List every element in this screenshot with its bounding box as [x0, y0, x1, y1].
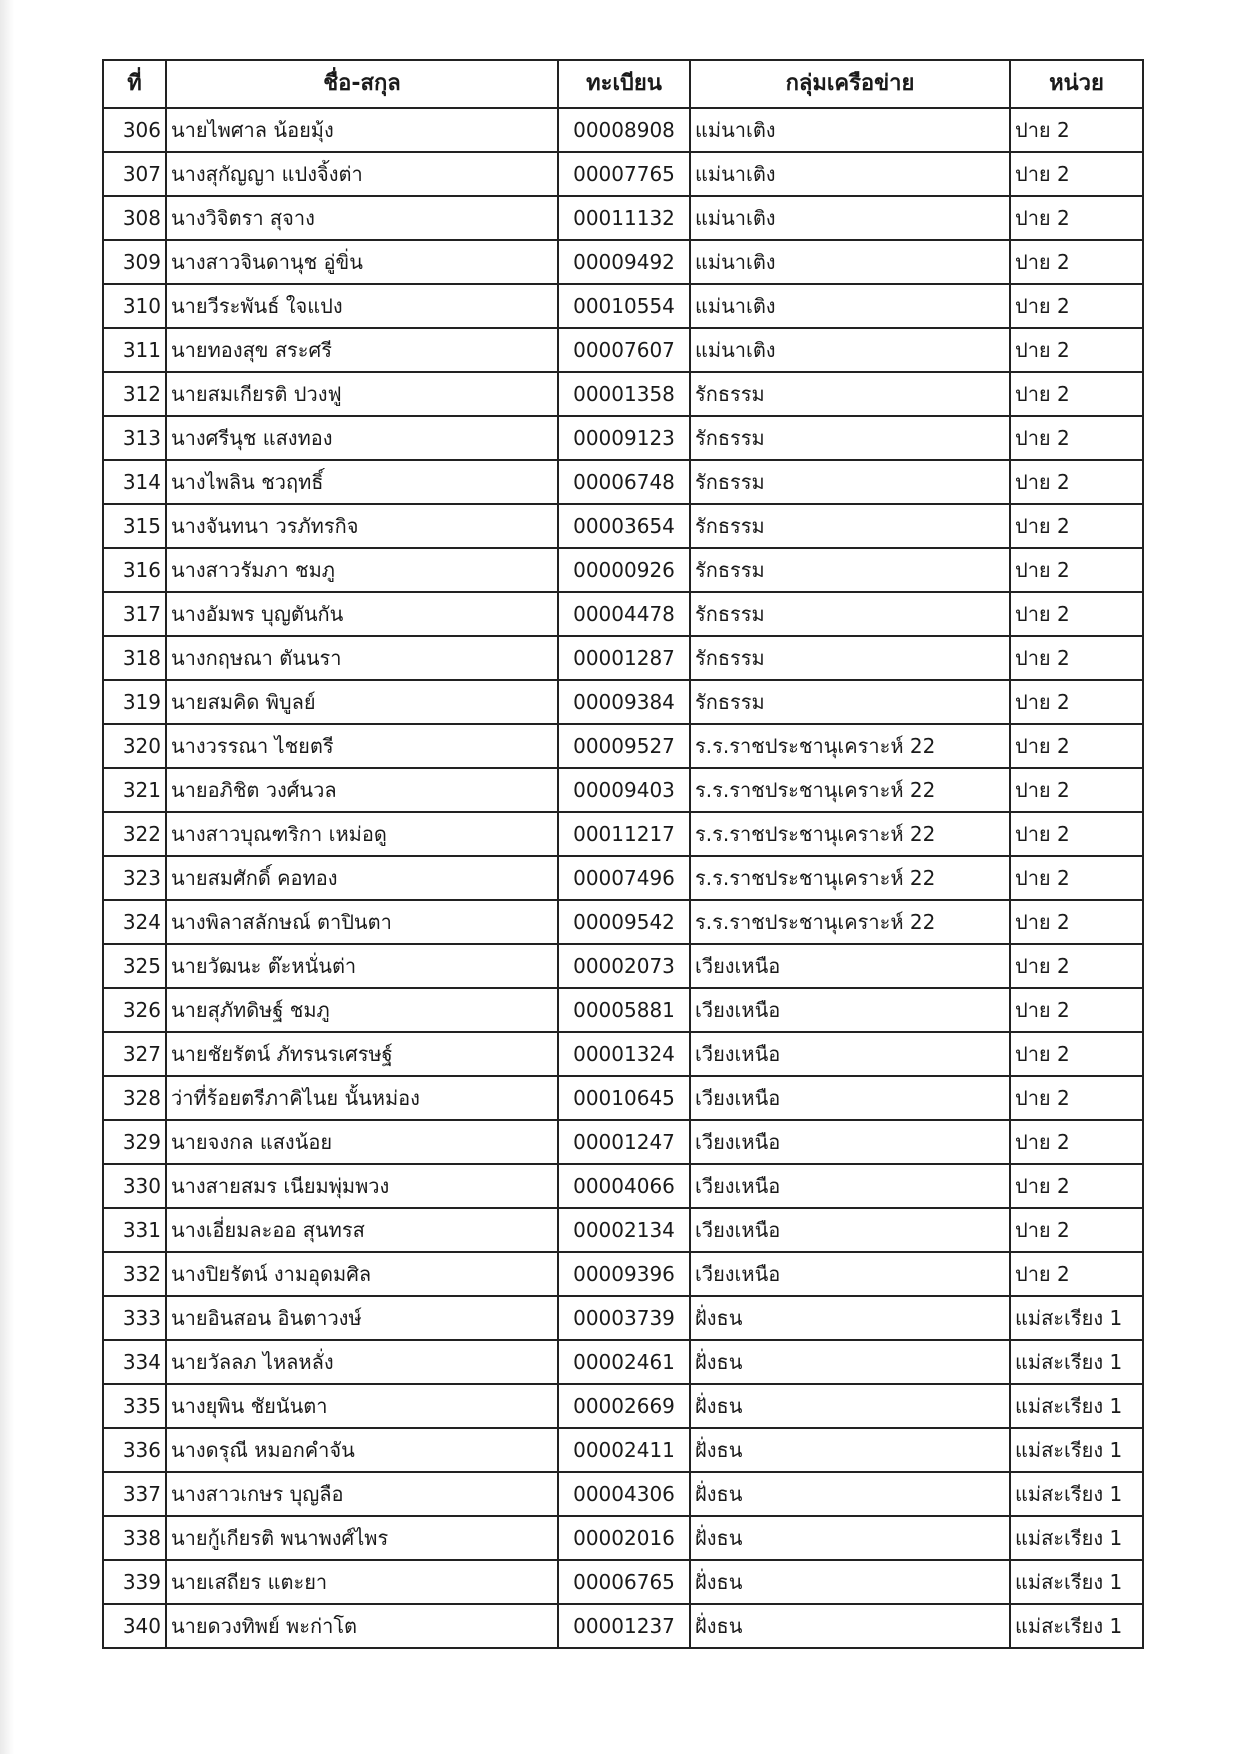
unit-cell: ปาย 2 [1010, 284, 1143, 328]
unit-cell: ปาย 2 [1010, 636, 1143, 680]
registration-number-cell: 00009403 [558, 768, 690, 812]
member-name-cell: นางปิยรัตน์ งามอุดมศิล [166, 1252, 558, 1296]
member-name-cell: นายจงกล แสงน้อย [166, 1120, 558, 1164]
table-row [103, 944, 1143, 988]
member-name-cell: นางสาวบุณฑริกา เหม่อดู [166, 812, 558, 856]
registration-number-cell: 00011217 [558, 812, 690, 856]
registration-number-cell: 00009492 [558, 240, 690, 284]
table-row [103, 1604, 1143, 1648]
member-name-cell: นางดรุณี หมอกคำจัน [166, 1428, 558, 1472]
member-name-cell: นายวัลลภ ไหลหลั่ง [166, 1340, 558, 1384]
member-name-cell: นายสมศักดิ์ คอทอง [166, 856, 558, 900]
registration-number-cell: 00001237 [558, 1604, 690, 1648]
member-name-cell: นางสาวจินดานุช อู่ขิ่น [166, 240, 558, 284]
registration-number-cell: 00004066 [558, 1164, 690, 1208]
table-row [103, 1208, 1143, 1252]
table-row [103, 460, 1143, 504]
network-group-cell: เวียงเหนือ [690, 1032, 1010, 1076]
unit-cell: แม่สะเรียง 1 [1010, 1428, 1143, 1472]
member-name-cell: นางพิลาสลักษณ์ ตาปินตา [166, 900, 558, 944]
row-number-cell: 323 [103, 856, 166, 900]
row-number-cell: 331 [103, 1208, 166, 1252]
row-number-cell: 326 [103, 988, 166, 1032]
row-number-cell: 325 [103, 944, 166, 988]
registration-number-cell: 00011132 [558, 196, 690, 240]
network-group-cell: เวียงเหนือ [690, 988, 1010, 1032]
registration-number-cell: 00004478 [558, 592, 690, 636]
network-group-cell: รักธรรม [690, 416, 1010, 460]
row-number-cell: 312 [103, 372, 166, 416]
unit-cell: แม่สะเรียง 1 [1010, 1604, 1143, 1648]
unit-cell: ปาย 2 [1010, 856, 1143, 900]
row-number-cell: 337 [103, 1472, 166, 1516]
unit-cell: ปาย 2 [1010, 460, 1143, 504]
network-group-cell: เวียงเหนือ [690, 1076, 1010, 1120]
network-group-cell: แม่นาเติง [690, 196, 1010, 240]
member-name-cell: นายวัฒนะ ต๊ะหนั่นต่า [166, 944, 558, 988]
unit-cell: ปาย 2 [1010, 108, 1143, 152]
registration-number-cell: 00002134 [558, 1208, 690, 1252]
network-group-cell: รักธรรม [690, 548, 1010, 592]
header-unit: หน่วย [1010, 60, 1143, 108]
table-row [103, 1384, 1143, 1428]
row-number-cell: 313 [103, 416, 166, 460]
row-number-cell: 307 [103, 152, 166, 196]
registration-number-cell: 00001358 [558, 372, 690, 416]
unit-cell: ปาย 2 [1010, 988, 1143, 1032]
registration-number-cell: 00008908 [558, 108, 690, 152]
registration-number-cell: 00007765 [558, 152, 690, 196]
network-group-cell: ฝั่งธน [690, 1384, 1010, 1428]
registration-number-cell: 00004306 [558, 1472, 690, 1516]
table-row [103, 1516, 1143, 1560]
network-group-cell: แม่นาเติง [690, 328, 1010, 372]
table-row [103, 152, 1143, 196]
member-name-cell: นางศรีนุช แสงทอง [166, 416, 558, 460]
network-group-cell: รักธรรม [690, 504, 1010, 548]
network-group-cell: รักธรรม [690, 592, 1010, 636]
network-group-cell: ฝั่งธน [690, 1472, 1010, 1516]
unit-cell: ปาย 2 [1010, 1164, 1143, 1208]
row-number-cell: 319 [103, 680, 166, 724]
header-name: ชื่อ-สกุล [166, 60, 558, 108]
registration-number-cell: 00001287 [558, 636, 690, 680]
unit-cell: แม่สะเรียง 1 [1010, 1516, 1143, 1560]
member-name-cell: นายชัยรัตน์ ภัทรนรเศรษฐ์ [166, 1032, 558, 1076]
row-number-cell: 306 [103, 108, 166, 152]
member-name-cell: นายกู้เกียรติ พนาพงศ์ไพร [166, 1516, 558, 1560]
registration-number-cell: 00001247 [558, 1120, 690, 1164]
row-number-cell: 317 [103, 592, 166, 636]
unit-cell: ปาย 2 [1010, 328, 1143, 372]
unit-cell: ปาย 2 [1010, 504, 1143, 548]
table-row [103, 1120, 1143, 1164]
unit-cell: ปาย 2 [1010, 1252, 1143, 1296]
unit-cell: ปาย 2 [1010, 1076, 1143, 1120]
table-body [103, 108, 1143, 1648]
table-row [103, 108, 1143, 152]
network-group-cell: เวียงเหนือ [690, 1164, 1010, 1208]
table-row [103, 1252, 1143, 1296]
member-name-cell: นางสาวเกษร บุญลือ [166, 1472, 558, 1516]
table-row [103, 636, 1143, 680]
member-name-cell: นายทองสุข สระศรี [166, 328, 558, 372]
unit-cell: ปาย 2 [1010, 1120, 1143, 1164]
unit-cell: ปาย 2 [1010, 1032, 1143, 1076]
network-group-cell: แม่นาเติง [690, 108, 1010, 152]
network-group-cell: ร.ร.ราชประชานุเคราะห์ 22 [690, 900, 1010, 944]
row-number-cell: 333 [103, 1296, 166, 1340]
network-group-cell: ฝั่งธน [690, 1604, 1010, 1648]
row-number-cell: 334 [103, 1340, 166, 1384]
table-row [103, 592, 1143, 636]
row-number-cell: 316 [103, 548, 166, 592]
table-row [103, 724, 1143, 768]
table-row [103, 416, 1143, 460]
unit-cell: ปาย 2 [1010, 416, 1143, 460]
registration-number-cell: 00005881 [558, 988, 690, 1032]
network-group-cell: ฝั่งธน [690, 1340, 1010, 1384]
table-row [103, 1560, 1143, 1604]
network-group-cell: ร.ร.ราชประชานุเคราะห์ 22 [690, 856, 1010, 900]
row-number-cell: 336 [103, 1428, 166, 1472]
unit-cell: แม่สะเรียง 1 [1010, 1296, 1143, 1340]
network-group-cell: ฝั่งธน [690, 1560, 1010, 1604]
header-no: ที่ [103, 60, 166, 108]
row-number-cell: 315 [103, 504, 166, 548]
registration-number-cell: 00003739 [558, 1296, 690, 1340]
network-group-cell: ร.ร.ราชประชานุเคราะห์ 22 [690, 768, 1010, 812]
table-row [103, 900, 1143, 944]
member-name-cell: นายสมคิด พิบูลย์ [166, 680, 558, 724]
row-number-cell: 308 [103, 196, 166, 240]
member-name-cell: นายดวงทิพย์ พะก่าโต [166, 1604, 558, 1648]
member-name-cell: นางสาวรัมภา ชมภู [166, 548, 558, 592]
row-number-cell: 311 [103, 328, 166, 372]
member-name-cell: นางกฤษณา ตันนรา [166, 636, 558, 680]
unit-cell: ปาย 2 [1010, 768, 1143, 812]
member-name-cell: นายไพศาล น้อยมุ้ง [166, 108, 558, 152]
row-number-cell: 338 [103, 1516, 166, 1560]
member-name-cell: นายอินสอน อินตาวงษ์ [166, 1296, 558, 1340]
member-roster-table [102, 59, 1144, 1649]
table-row [103, 196, 1143, 240]
table-row [103, 328, 1143, 372]
network-group-cell: รักธรรม [690, 460, 1010, 504]
network-group-cell: เวียงเหนือ [690, 944, 1010, 988]
table-header [103, 60, 1143, 108]
registration-number-cell: 00006748 [558, 460, 690, 504]
header-row [103, 60, 1143, 108]
scan-edge-shadow [0, 0, 14, 1754]
table-row [103, 1472, 1143, 1516]
registration-number-cell: 00009384 [558, 680, 690, 724]
registration-number-cell: 00010554 [558, 284, 690, 328]
registration-number-cell: 00002461 [558, 1340, 690, 1384]
unit-cell: ปาย 2 [1010, 812, 1143, 856]
registration-number-cell: 00009123 [558, 416, 690, 460]
row-number-cell: 322 [103, 812, 166, 856]
member-name-cell: นางสายสมร เนียมพุ่มพวง [166, 1164, 558, 1208]
unit-cell: ปาย 2 [1010, 724, 1143, 768]
row-number-cell: 314 [103, 460, 166, 504]
network-group-cell: ฝั่งธน [690, 1296, 1010, 1340]
table-row [103, 504, 1143, 548]
network-group-cell: รักธรรม [690, 680, 1010, 724]
row-number-cell: 332 [103, 1252, 166, 1296]
unit-cell: ปาย 2 [1010, 592, 1143, 636]
unit-cell: ปาย 2 [1010, 680, 1143, 724]
header-network-group: กลุ่มเครือข่าย [690, 60, 1010, 108]
row-number-cell: 339 [103, 1560, 166, 1604]
network-group-cell: แม่นาเติง [690, 152, 1010, 196]
network-group-cell: ฝั่งธน [690, 1428, 1010, 1472]
table-row [103, 856, 1143, 900]
member-name-cell: นายวีระพันธ์ ใจแปง [166, 284, 558, 328]
unit-cell: แม่สะเรียง 1 [1010, 1560, 1143, 1604]
network-group-cell: ร.ร.ราชประชานุเคราะห์ 22 [690, 724, 1010, 768]
member-name-cell: นางเอี่ยมละออ สุนทรส [166, 1208, 558, 1252]
table-row [103, 1428, 1143, 1472]
header-registration: ทะเบียน [558, 60, 690, 108]
registration-number-cell: 00007496 [558, 856, 690, 900]
unit-cell: ปาย 2 [1010, 1208, 1143, 1252]
registration-number-cell: 00002411 [558, 1428, 690, 1472]
row-number-cell: 329 [103, 1120, 166, 1164]
registration-number-cell: 00001324 [558, 1032, 690, 1076]
member-name-cell: นางอัมพร บุญตันกัน [166, 592, 558, 636]
member-name-cell: นายสมเกียรติ ปวงฟู [166, 372, 558, 416]
unit-cell: ปาย 2 [1010, 152, 1143, 196]
registration-number-cell: 00006765 [558, 1560, 690, 1604]
table-row [103, 548, 1143, 592]
network-group-cell: ร.ร.ราชประชานุเคราะห์ 22 [690, 812, 1010, 856]
table-row [103, 1032, 1143, 1076]
row-number-cell: 328 [103, 1076, 166, 1120]
network-group-cell: แม่นาเติง [690, 284, 1010, 328]
network-group-cell: แม่นาเติง [690, 240, 1010, 284]
member-name-cell: นางจันทนา วรภัทรกิจ [166, 504, 558, 548]
unit-cell: ปาย 2 [1010, 900, 1143, 944]
unit-cell: ปาย 2 [1010, 372, 1143, 416]
registration-number-cell: 00000926 [558, 548, 690, 592]
registration-number-cell: 00009396 [558, 1252, 690, 1296]
table-row [103, 1076, 1143, 1120]
unit-cell: แม่สะเรียง 1 [1010, 1472, 1143, 1516]
member-name-cell: นางไพลิน ชวฤทธิ์ [166, 460, 558, 504]
unit-cell: แม่สะเรียง 1 [1010, 1384, 1143, 1428]
member-name-cell: นางสุกัญญา แปงจิ้งต่า [166, 152, 558, 196]
row-number-cell: 330 [103, 1164, 166, 1208]
network-group-cell: รักธรรม [690, 372, 1010, 416]
row-number-cell: 309 [103, 240, 166, 284]
network-group-cell: รักธรรม [690, 636, 1010, 680]
table-row [103, 1164, 1143, 1208]
registration-number-cell: 00002073 [558, 944, 690, 988]
table-row [103, 1296, 1143, 1340]
network-group-cell: ฝั่งธน [690, 1516, 1010, 1560]
network-group-cell: เวียงเหนือ [690, 1208, 1010, 1252]
registration-number-cell: 00009542 [558, 900, 690, 944]
unit-cell: ปาย 2 [1010, 196, 1143, 240]
table-row [103, 1340, 1143, 1384]
row-number-cell: 324 [103, 900, 166, 944]
registration-number-cell: 00003654 [558, 504, 690, 548]
row-number-cell: 335 [103, 1384, 166, 1428]
unit-cell: ปาย 2 [1010, 548, 1143, 592]
member-name-cell: นางวิจิตรา สุจาง [166, 196, 558, 240]
member-name-cell: นางวรรณา ไชยตรี [166, 724, 558, 768]
registration-number-cell: 00002669 [558, 1384, 690, 1428]
table-row [103, 284, 1143, 328]
unit-cell: ปาย 2 [1010, 944, 1143, 988]
unit-cell: แม่สะเรียง 1 [1010, 1340, 1143, 1384]
row-number-cell: 327 [103, 1032, 166, 1076]
registration-number-cell: 00009527 [558, 724, 690, 768]
network-group-cell: เวียงเหนือ [690, 1252, 1010, 1296]
member-name-cell: นางยุพิน ชัยนันตา [166, 1384, 558, 1428]
row-number-cell: 310 [103, 284, 166, 328]
row-number-cell: 321 [103, 768, 166, 812]
table-row [103, 680, 1143, 724]
table-row [103, 768, 1143, 812]
table-row [103, 240, 1143, 284]
registration-number-cell: 00007607 [558, 328, 690, 372]
table-row [103, 988, 1143, 1032]
registration-number-cell: 00010645 [558, 1076, 690, 1120]
member-name-cell: นายสุภัทดิษฐ์ ชมภู [166, 988, 558, 1032]
table-row [103, 812, 1143, 856]
row-number-cell: 318 [103, 636, 166, 680]
member-name-cell: นายอภิชิต วงศ์นวล [166, 768, 558, 812]
network-group-cell: เวียงเหนือ [690, 1120, 1010, 1164]
member-name-cell: นายเสถียร แตะยา [166, 1560, 558, 1604]
unit-cell: ปาย 2 [1010, 240, 1143, 284]
table-row [103, 372, 1143, 416]
member-name-cell: ว่าที่ร้อยตรีภาคิไนย นั้นหม่อง [166, 1076, 558, 1120]
registration-number-cell: 00002016 [558, 1516, 690, 1560]
row-number-cell: 340 [103, 1604, 166, 1648]
row-number-cell: 320 [103, 724, 166, 768]
